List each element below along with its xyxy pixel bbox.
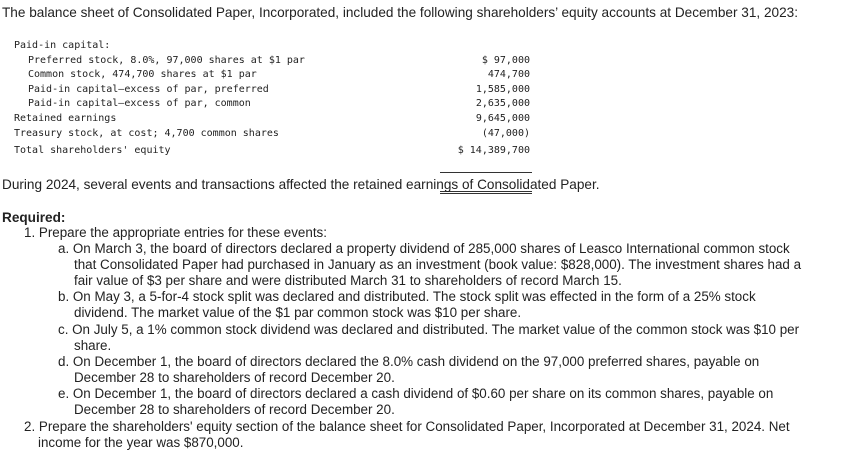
intro-text: The balance sheet of Consolidated Paper, Incorporated, included the following shareholders’ equity accounts at December 31, 2023: xyxy=(2,5,798,20)
total-row xyxy=(14,144,544,159)
balance-sheet xyxy=(14,39,544,159)
row-amount: $ 97,000 xyxy=(481,54,530,66)
requirement-2-line-2: income for the year was $870,000. xyxy=(38,435,244,450)
row-amount: 2,635,000 xyxy=(475,98,530,110)
row-label: Paid-in capital—excess of par, common xyxy=(28,98,251,110)
row-label: Common stock, 474,700 shares at $1 par xyxy=(28,69,257,81)
requirement-1: 1. Prepare the appropriate entries for these events: xyxy=(24,225,327,240)
events-paragraph: During 2024, several events and transactions affected the retained earnings of Consolidated Paper. xyxy=(2,177,600,192)
item-d-line-2: December 28 to shareholders of record December 20. xyxy=(74,370,395,385)
balance-row xyxy=(14,54,544,69)
row-amount: 9,645,000 xyxy=(475,112,530,124)
total-amount: $ 14,389,700 xyxy=(457,145,530,157)
item-c-line-2: share. xyxy=(74,338,112,353)
row-label: Paid-in capital: xyxy=(14,40,111,51)
item-e-line-1: e. On December 1, the board of directors declared a cash dividend of $0.60 per share on its common shares, payable on xyxy=(58,386,774,401)
row-label: Preferred stock, 8.0%, 97,000 shares at $1 par xyxy=(28,54,305,66)
total-label: Total shareholders' equity xyxy=(14,145,171,157)
double-rule-bottom xyxy=(440,193,532,194)
row-amount: 474,700 xyxy=(487,69,530,81)
item-a-line-3: fair value of $3 per share and were distributed March 31 to shareholders of record March 15. xyxy=(74,273,622,288)
item-e-line-2: December 28 to shareholders of record December 20. xyxy=(74,402,395,417)
row-label: Treasury stock, at cost; 4,700 common shares xyxy=(14,127,279,139)
row-amount: (47,000) xyxy=(481,127,530,139)
item-b-line-2: dividend. The market value of the $1 par common stock was $10 per share. xyxy=(74,305,522,320)
item-d-line-1: d. On December 1, the board of directors declared the 8.0% cash dividend on the 97,000 preferred shares, payable on xyxy=(58,354,760,369)
item-c-line-1: c. On July 5, a 1% common stock dividend was declared and distributed. The market value of the common stock was $10 per xyxy=(58,322,800,337)
balance-row xyxy=(14,83,544,98)
balance-row xyxy=(14,127,544,142)
subtotal-rule xyxy=(440,172,532,173)
item-a-line-2: that Consolidated Paper had purchased in January as an investment (book value: $828,000). The investment shares had a xyxy=(74,257,802,272)
balance-row xyxy=(14,97,544,112)
row-label: Retained earnings xyxy=(14,112,117,124)
row-label: Paid-in capital—excess of par, preferred xyxy=(28,83,269,95)
required-heading: Required: xyxy=(2,210,66,225)
balance-row xyxy=(14,68,544,83)
row-amount: 1,585,000 xyxy=(475,83,530,95)
requirement-2-line-1: 2. Prepare the shareholders' equity section of the balance sheet for Consolidated Paper, Incorporated at December 31, 2024. Net xyxy=(24,419,790,434)
item-a-line-1: a. On March 3, the board of directors declared a property dividend of 285,000 shares of Leasco International common stock xyxy=(58,241,790,256)
balance-row xyxy=(14,39,544,54)
item-b-line-1: b. On May 3, a 5-for-4 stock split was declared and distributed. The stock split was effected in the form of a 25% stock xyxy=(58,289,756,304)
balance-row xyxy=(14,112,544,127)
